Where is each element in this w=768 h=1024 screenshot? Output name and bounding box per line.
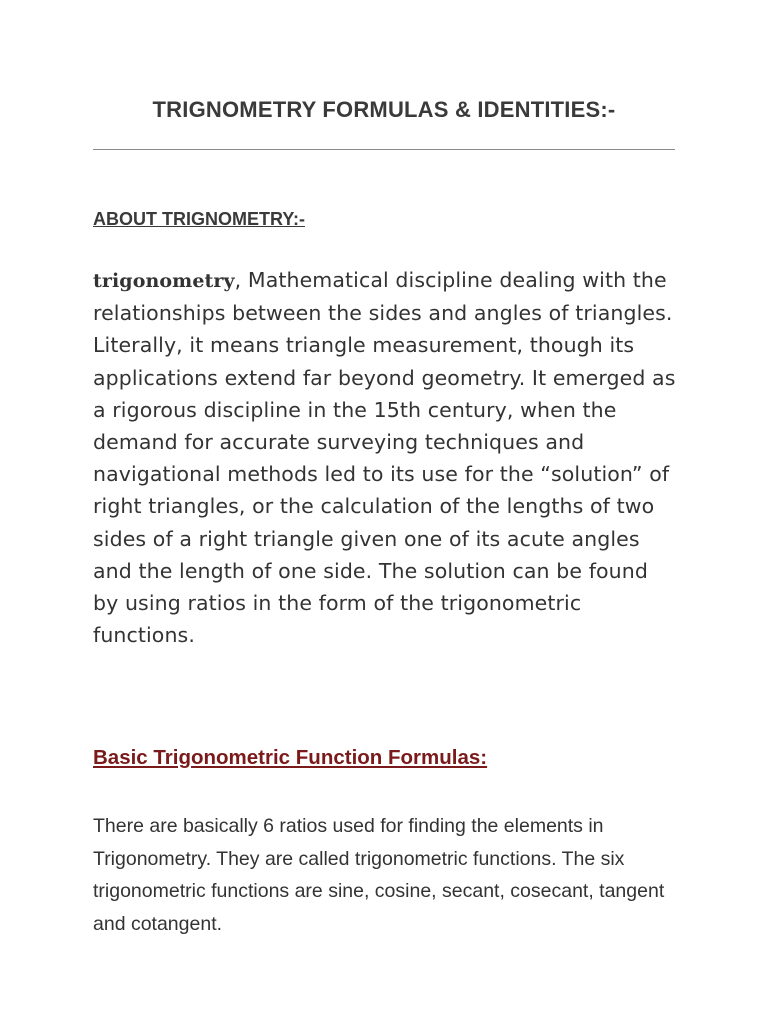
basic-formulas-heading: Basic Trigonometric Function Formulas: — [93, 746, 488, 769]
document-title: TRIGNOMETRY FORMULAS & IDENTITIES:- — [152, 97, 616, 122]
title-divider — [93, 149, 675, 150]
about-body: , Mathematical discipline dealing with the relationships between the sides and angles of triangles. Literally, it means triangle measurement, though its applications extend far beyond geometry. It emerged as a rigorous discipline in the 15th century, when the demand for accurate surveying techniques and navigational methods led to its use for the “solution” of right triangles, or the calculation of the lengths of two sides of a right triangle given one of its acute angles and the length of one side. The solution can be found by using ratios in the form of the trigonometric functions. — [93, 268, 676, 648]
about-term: trigonometry — [93, 270, 235, 292]
about-heading: ABOUT TRIGNOMETRY:- — [93, 209, 305, 229]
basic-formulas-paragraph: There are basically 6 ratios used for finding the elements in Trigonometry. They are called trigonometric functions. The six trigonometric functions are sine, cosine, secant, cosecant, tangent and cotangent. — [93, 815, 665, 935]
about-paragraph — [93, 264, 679, 651]
